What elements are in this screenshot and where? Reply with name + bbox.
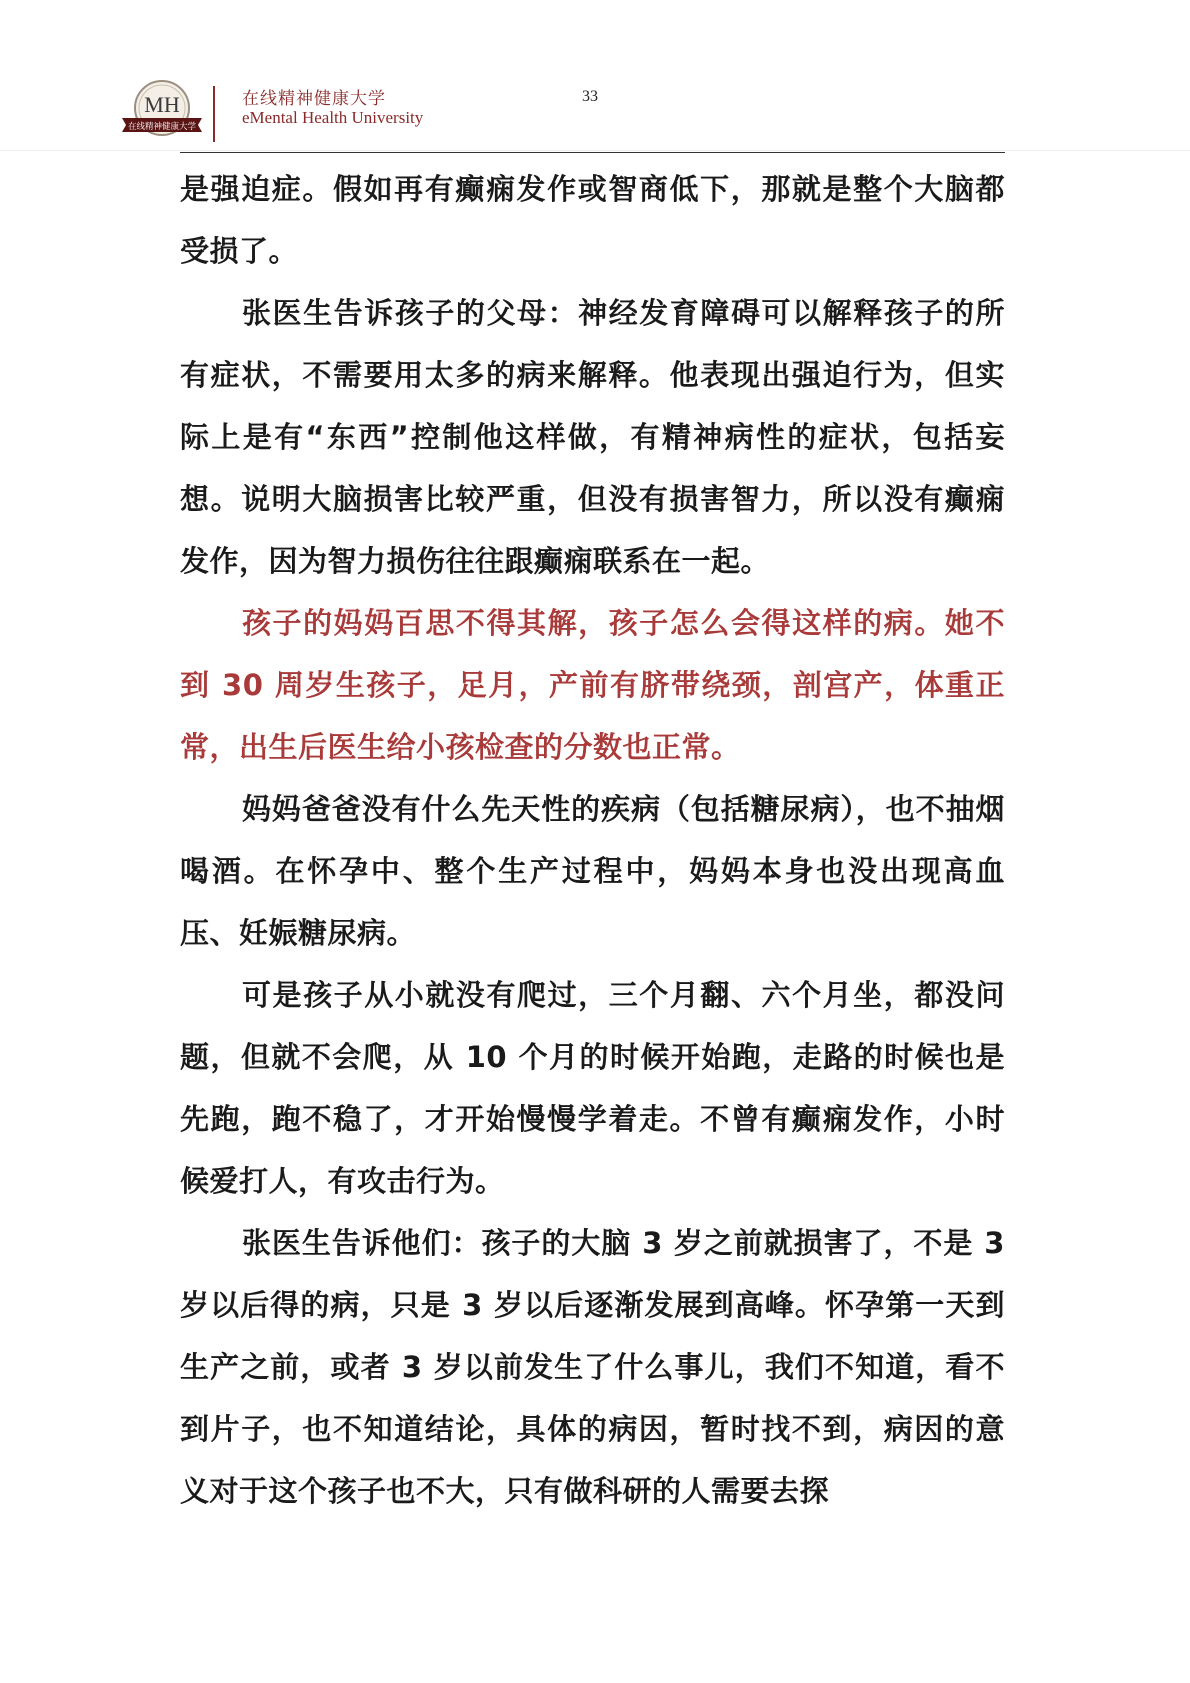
paragraph: 是强迫症。假如再有癫痫发作或智商低下，那就是整个大脑都受损了。	[180, 172, 1005, 268]
page-header	[0, 0, 1190, 160]
logo-ribbon-text: 在线精神健康大学	[127, 122, 197, 132]
paragraph: 妈妈爸爸没有什么先天性的疾病（包括糖尿病），也不抽烟喝酒。在怀孕中、整个生产过程中，妈妈本身也没出现高血压、妊娠糖尿病。	[180, 792, 1005, 950]
highlighted-paragraph: 孩子的妈妈百思不得其解，孩子怎么会得这样的病。她不到 30 周岁生孩子，足月，产前有脐带绕颈，剖宫产，体重正常，出生后医生给小孩检查的分数也正常。	[180, 606, 1005, 764]
page-number: 33	[582, 88, 598, 105]
logo-mark: MH	[144, 92, 180, 117]
paragraph: 可是孩子从小就没有爬过，三个月翻、六个月坐，都没问题，但就不会爬，从 10 个月的时候开始跑，走路的时候也是先跑，跑不稳了，才开始慢慢学着走。不曾有癫痫发作，小时候爱打人，有攻击行为。	[180, 978, 1005, 1198]
paragraph: 张医生告诉孩子的父母：神经发育障碍可以解释孩子的所有症状，不需要用太多的病来解释。他表现出强迫行为，但实际上是有“东西”控制他这样做，有精神病性的症状，包括妄想。说明大脑损害比较严重，但没有损害智力，所以没有癫痫发作，因为智力损伤往往跟癫痫联系在一起。	[180, 296, 1005, 578]
body-text	[180, 158, 1005, 1522]
paragraph: 张医生告诉他们：孩子的大脑 3 岁之前就损害了，不是 3 岁以后得的病，只是 3 岁以后逐渐发展到高峰。怀孕第一天到生产之前，或者 3 岁以前发生了什么事儿，我们不知道，看不到片子，也不知道结论，具体的病因，暂时找不到，病因的意义对于这个孩子也不大，只有做科研的人需要去探	[180, 1226, 1005, 1508]
university-name-zh: 在线精神健康大学	[242, 89, 386, 109]
header-shadow-line	[0, 150, 1190, 151]
header-divider	[213, 86, 215, 142]
university-name-en: eMental Health University	[242, 108, 424, 127]
header-rule	[180, 152, 1005, 153]
university-logo	[118, 78, 206, 140]
